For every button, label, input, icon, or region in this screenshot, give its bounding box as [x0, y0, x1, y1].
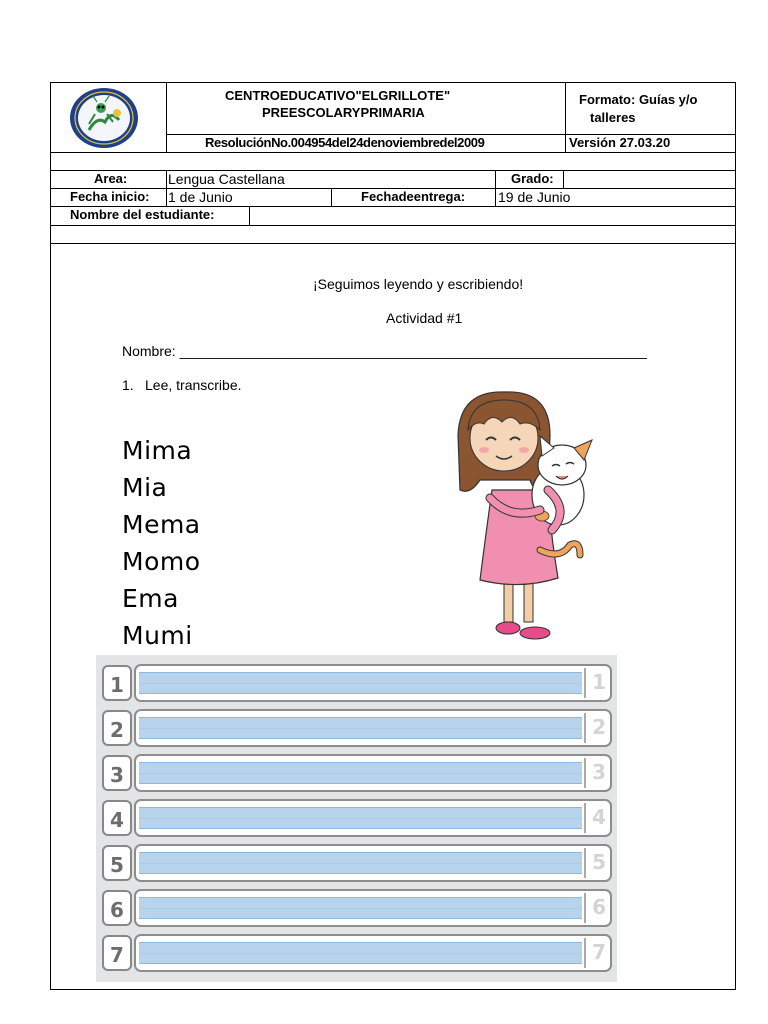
practice-row-number-ghost: 2	[592, 715, 606, 739]
area-label: Area:	[94, 171, 128, 186]
grade-label: Grado:	[511, 171, 554, 186]
student-name-label: Nombre del estudiante:	[70, 207, 215, 222]
practice-line-guide	[139, 672, 582, 694]
practice-row-number: 5	[102, 845, 132, 881]
practice-line-separator	[584, 713, 586, 743]
practice-writing-line[interactable]	[134, 664, 612, 702]
school-name: CENTROEDUCATIVO"ELGRILLOTE"	[225, 88, 451, 103]
header-divider	[50, 152, 736, 153]
format-label: Formato: Guías y/o	[579, 92, 698, 107]
practice-writing-line[interactable]	[134, 889, 612, 927]
header-divider	[166, 83, 167, 152]
word-item: Mia	[122, 473, 168, 502]
table-divider	[563, 170, 564, 189]
version-text: Versión 27.03.20	[569, 135, 671, 150]
header-divider	[565, 83, 566, 152]
practice-line-separator	[584, 893, 586, 923]
practice-line-guide	[139, 762, 582, 784]
delivery-date-value: 19 de Junio	[498, 189, 571, 205]
practice-writing-line[interactable]	[134, 934, 612, 972]
resolution-text: ResoluciónNo.004954del24denoviembredel2009	[205, 135, 485, 150]
practice-line-guide	[139, 942, 582, 964]
practice-writing-line[interactable]	[134, 754, 612, 792]
format-label-2: talleres	[590, 110, 636, 125]
practice-line-separator	[584, 848, 586, 878]
word-item: Ema	[122, 584, 179, 613]
practice-row-number-ghost: 6	[592, 895, 606, 919]
delivery-date-label: Fechadeentrega:	[361, 189, 466, 204]
practice-line-separator	[584, 938, 586, 968]
practice-line-separator	[584, 803, 586, 833]
table-divider	[166, 170, 167, 207]
worksheet-title: ¡Seguimos leyendo y escribiendo!	[313, 276, 524, 292]
table-divider	[50, 170, 736, 171]
word-item: Mumi	[122, 621, 193, 650]
practice-writing-line[interactable]	[134, 844, 612, 882]
table-divider	[249, 206, 250, 225]
practice-row-number: 7	[102, 935, 132, 971]
practice-line-separator	[584, 758, 586, 788]
practice-row-number-ghost: 5	[592, 850, 606, 874]
practice-row-number-ghost: 7	[592, 940, 606, 964]
instruction-text: Lee, transcribe.	[145, 377, 242, 393]
name-line: Nombre: ____________________________________________________________	[122, 343, 647, 359]
practice-line-guide	[139, 807, 582, 829]
instruction-number: 1.	[122, 377, 134, 393]
word-item: Momo	[122, 547, 201, 576]
activity-title: Actividad #1	[386, 310, 463, 326]
school-level: PREESCOLARYPRIMARIA	[262, 105, 425, 120]
practice-line-guide	[139, 897, 582, 919]
word-item: Mima	[122, 436, 193, 465]
practice-line-guide	[139, 852, 582, 874]
table-divider	[331, 188, 332, 207]
practice-line-separator	[584, 668, 586, 698]
table-divider	[495, 170, 496, 207]
practice-writing-line[interactable]	[134, 799, 612, 837]
practice-row-number: 6	[102, 890, 132, 926]
handwriting-practice-sheet	[96, 655, 617, 982]
start-date-value: 1 de Junio	[168, 189, 233, 205]
practice-row-number: 2	[102, 710, 132, 746]
practice-row-number: 3	[102, 755, 132, 791]
practice-row-number: 1	[102, 665, 132, 701]
word-item: Mema	[122, 510, 201, 539]
practice-row-number-ghost: 1	[592, 670, 606, 694]
practice-line-guide	[139, 717, 582, 739]
practice-row-number: 4	[102, 800, 132, 836]
practice-row-number-ghost: 3	[592, 760, 606, 784]
practice-row-number-ghost: 4	[592, 805, 606, 829]
practice-writing-line[interactable]	[134, 709, 612, 747]
table-divider	[50, 243, 736, 244]
girl-with-cat-illustration	[440, 390, 610, 645]
school-logo	[67, 86, 141, 150]
table-divider	[50, 225, 736, 226]
start-date-label: Fecha inicio:	[70, 189, 150, 204]
area-value: Lengua Castellana	[168, 171, 285, 187]
